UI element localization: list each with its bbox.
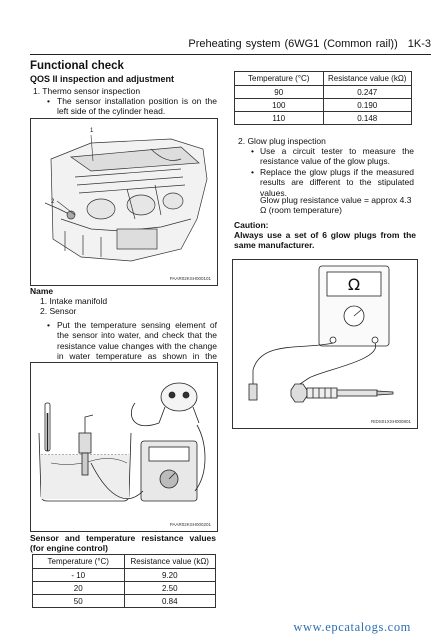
table-cell: 2.50 [124,582,216,595]
caution-text: Always use a set of 6 glow plugs from the same manufacturer. [234,230,416,251]
header-title: Preheating system (6WG1 (Common rail)) [188,38,398,50]
table-cell: 0.84 [124,595,216,608]
table-cell: - 10 [33,569,125,582]
running-header [188,38,431,50]
table-cell: 0.247 [323,86,412,99]
bullet-sensor-position: The sensor installation position is on the left side of the cylinder head. [57,96,217,117]
table-header-resistance: Resistance value (kΩ) [124,555,216,569]
figure-glow-plug-test [232,259,418,429]
figure-code: PAAR02KSH000101 [169,276,211,281]
engine-illustration [31,119,217,285]
bullet-marker: • [251,167,254,177]
table-header-temp: Temperature (°C) [235,72,324,86]
sensor-test-illustration [31,363,217,531]
resistance-table-left [32,554,216,608]
table-row [235,112,412,125]
callout-1: 1 [90,128,94,134]
figure-code: PAAR02KSH000201 [169,522,211,527]
table-row [235,86,412,99]
bullet-marker: • [47,320,50,330]
header-rule [30,54,431,55]
bullet-replace: Replace the glow plugs if the measured results are different to the stipulated values. [260,167,414,198]
name-item-2: 2. Sensor [40,306,77,316]
table-cell: 9.20 [124,569,216,582]
section-subtitle: QOS II inspection and adjustment [30,74,175,84]
name-item-1: 1. Intake manifold [40,296,108,306]
table-cell: 20 [33,582,125,595]
table-cell: 0.148 [323,112,412,125]
table-row [235,99,412,112]
name-heading: Name [30,286,54,296]
bullet-tester: Use a circuit tester to measure the resistance value of the glow plugs. [260,146,414,167]
table-header-resistance: Resistance value (kΩ) [323,72,412,86]
spec-glow-plug-resistance: Glow plug resistance value = approx 4.3 Ω (room temperature) [260,195,412,216]
ohm-symbol: Ω [347,275,361,294]
table-cell: 110 [235,112,324,125]
watermark: www.epcatalogs.com [293,620,411,634]
figure-sensor-test [30,362,218,532]
table-cell: 90 [235,86,324,99]
callout-2: 2 [51,199,55,205]
table-header-temp: Temperature (°C) [33,555,125,569]
figure-engine [30,118,218,286]
table-row [33,595,216,608]
table-cell: 50 [33,595,125,608]
bullet-sensor-test: Put the temperature sensing element of the sensor into water, and check that the resistance value changes with the change in water temperature as shown in the [57,320,217,362]
section-title: Functional check [30,60,124,72]
header-section: 1K-3 [407,38,431,50]
table-row [33,569,216,582]
glow-plug-illustration [233,260,417,428]
table-cell: 0.190 [323,99,412,112]
caution-label: Caution: [234,220,269,230]
bullet-marker: • [251,146,254,156]
step-1: 1. Thermo sensor inspection [33,86,141,96]
table-cell: 100 [235,99,324,112]
bullet-marker: • [47,96,50,106]
table-caption: Sensor and temperature resistance values (for engine control) [30,533,216,554]
resistance-table-right [234,71,412,125]
step-2: 2. Glow plug inspection [238,136,326,146]
table-row [33,582,216,595]
figure-code: RIDS01XSH000801 [370,419,411,424]
